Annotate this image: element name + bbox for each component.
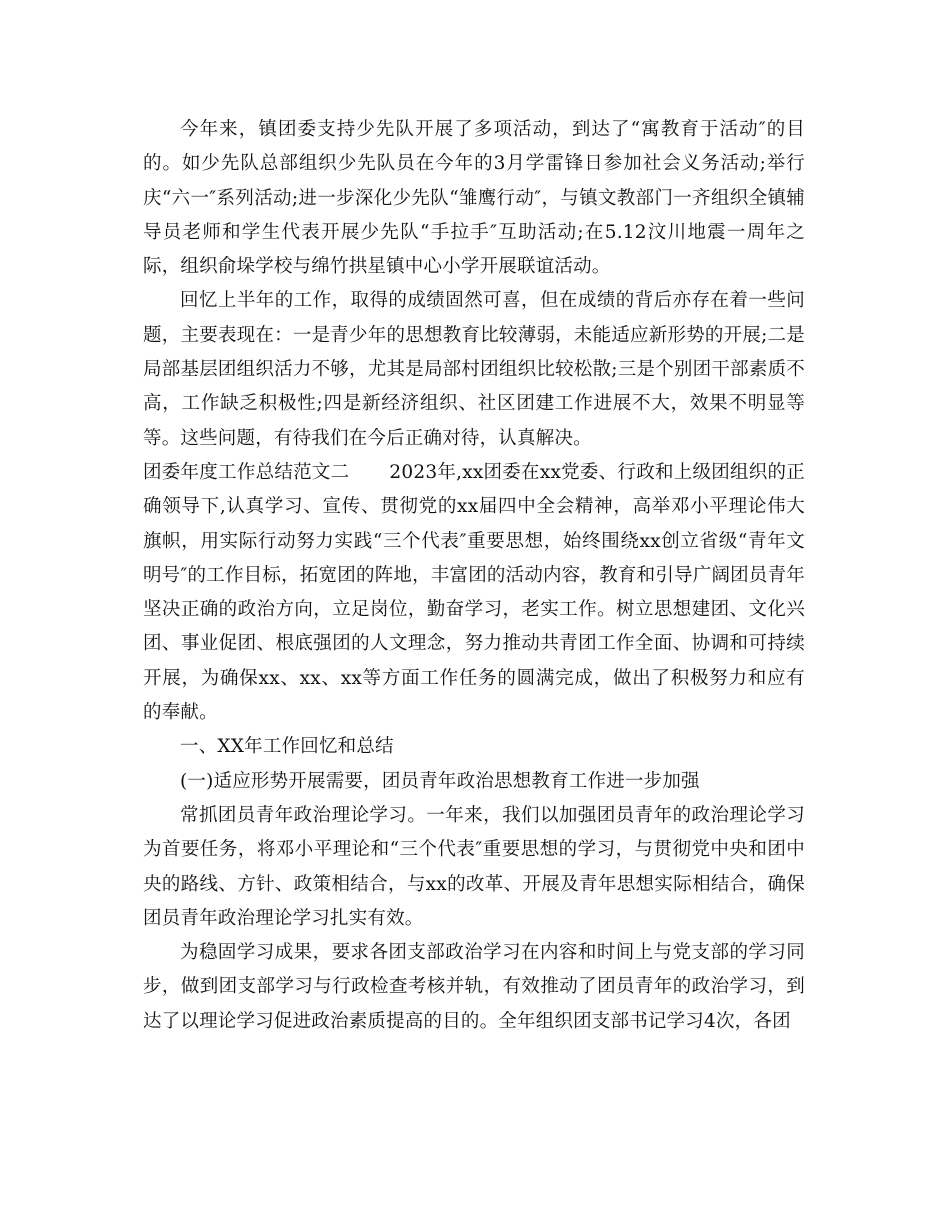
- paragraph-theory-study: 常抓团员青年政治理论学习。一年来，我们以加强团员青年的政治理论学习为首要任务，将邓小平理论和“三个代表″重要思想的学习，与贯彻党中央和团中央的路线、方针、政策相结合，与xx的改革、开展及青年思想实际相结合，确保团员青年政治理论学习扎实有效。: [143, 804, 805, 929]
- paragraph-consolidate-results: 为稳固学习成果，要求各团支部政治学习在内容和时间上与党支部的学习同步，做到团支部学习与行政检查考核并轨，有效推动了团员青年的政治学习，到达了以理论学习促进政治素质提高的目的。全年组织团支部书记学习4次，各团: [143, 942, 805, 1032]
- paragraph-youth-pioneers-activities: 今年来，镇团委支持少先队开展了多项活动，到达了“寓教育于活动″的目的。如少先队总部组织少先队员在今年的3月学雷锋日参加社会义务活动;举行庆“六一″系列活动;进一步深化少先队“雏鹰行动″，与镇文教部门一齐组织全镇辅导员老师和学生代表开展少先队“手拉手″互助活动;在5.12汶川地震一周年之际，组织俞垛学校与绵竹拱星镇中心小学开展联谊活动。: [143, 119, 805, 278]
- paragraph-summary-sample-two: [143, 456, 805, 730]
- paragraph-summary-sample-two-text: 2023年,xx团委在xx党委、行政和上级团组织的正确领导下,认真学习、宣传、贯彻党的xx届四中全会精神，高举邓小平理论伟大旗帜，用实际行动努力实践“三个代表″重要思想，始终围绕xx创立省级“青年文明号″的工作目标，拓宽团的阵地，丰富团的活动内容，教育和引导广阔团员青年坚决正确的政治方向，立足岗位，勤奋学习，老实工作。树立思想建团、文化兴团、事业促团、根底强团的人文理念，努力推动共青团工作全面、协调和可持续开展，为确保xx、xx、xx等方面工作任务的圆满完成，做出了积极努力和应有的奉献。: [143, 461, 806, 724]
- section-heading: 团委年度工作总结范文二: [143, 461, 350, 483]
- paragraph-first-half-review: 回忆上半年的工作，取得的成绩固然可喜，但在成绩的背后亦存在着一些问题，主要表现在：一是青少年的思想教育比较薄弱，未能适应新形势的开展;二是局部基层团组织活力不够，尤其是局部村团组织比较松散;三是个别团干部素质不高，工作缺乏积极性;四是新经济组织、社区团建工作进展不大，效果不明显等等。这些问题，有待我们在今后正确对待，认真解决。: [143, 290, 805, 449]
- subsection-title-political-education: (一)适应形势开展需要，团员青年政治思想教育工作进一步加强: [180, 770, 700, 792]
- section-title-work-review: 一、XX年工作回忆和总结: [180, 736, 394, 758]
- document-body: [143, 113, 805, 1039]
